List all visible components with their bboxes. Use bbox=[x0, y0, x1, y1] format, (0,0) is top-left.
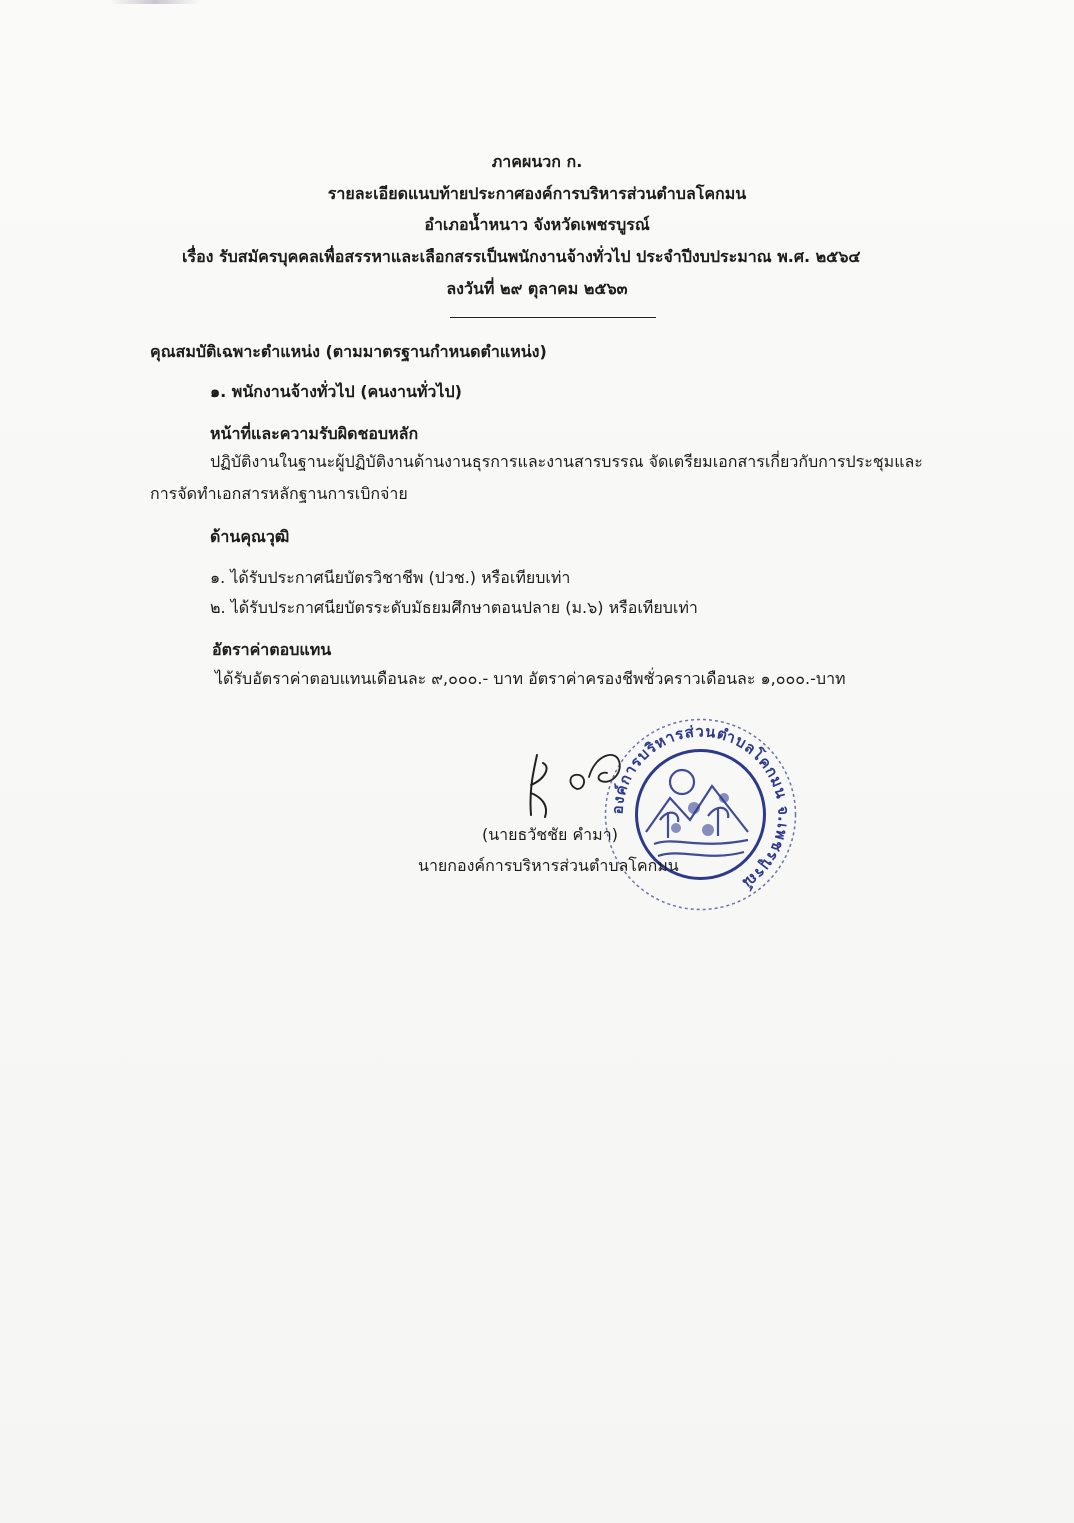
pay-heading: อัตราค่าตอบแทน bbox=[212, 640, 332, 659]
signatory-title: นายกองค์การบริหารส่วนตำบลโคกมน bbox=[418, 856, 679, 875]
scan-smudge bbox=[110, 0, 200, 4]
annex-label: ภาคผนวก ก. bbox=[491, 152, 583, 171]
header-divider bbox=[450, 317, 656, 318]
pay-text: ได้รับอัตราค่าตอบแทนเดือนละ ๙,๐๐๐.- บาท อัตราค่าครองชีพชั่วคราวเดือนละ ๑,๐๐๐.-บาท bbox=[215, 669, 846, 688]
seal-ring-text: องค์การบริหารส่วนตำบลโคกมน จ.เพชรบูรณ์ bbox=[608, 722, 793, 893]
qualifications-heading: คุณสมบัติเฉพาะตำแหน่ง (ตามมาตรฐานกำหนดตำแหน่ง) bbox=[150, 342, 547, 361]
education-heading: ด้านคุณวุฒิ bbox=[210, 527, 290, 546]
document-title: รายละเอียดแนบท้ายประกาศองค์การบริหารส่วนตำบลโคกมน bbox=[327, 184, 747, 203]
position-title: ๑. พนักงานจ้างทั่วไป (คนงานทั่วไป) bbox=[210, 382, 462, 401]
official-seal bbox=[598, 712, 803, 917]
duties-heading: หน้าที่และความรับผิดชอบหลัก bbox=[210, 424, 419, 443]
signatory-name: (นายธวัชชัย คำมา) bbox=[482, 825, 618, 844]
date-line: ลงวันที่ ๒๙ ตุลาคม ๒๕๖๓ bbox=[446, 279, 628, 298]
subject-line: เรื่อง รับสมัครบุคคลเพื่อสรรหาและเลือกสรรเป็นพนักงานจ้างทั่วไป ประจำปีงบประมาณ พ.ศ. ๒๕๖๔ bbox=[182, 247, 861, 266]
duties-text-line2: การจัดทำเอกสารหลักฐานการเบิกจ่าย bbox=[150, 484, 408, 503]
education-item-1: ๑. ได้รับประกาศนียบัตรวิชาชีพ (ปวช.) หรือเทียบเท่า bbox=[210, 568, 571, 587]
education-item-2: ๒. ได้รับประกาศนียบัตรระดับมัธยมศึกษาตอนปลาย (ม.๖) หรือเทียบเท่า bbox=[210, 598, 698, 617]
duties-text-line1: ปฏิบัติงานในฐานะผู้ปฏิบัติงานด้านงานธุรการและงานสารบรรณ จัดเตรียมเอกสารเกี่ยวกับการประชุมและ bbox=[210, 452, 923, 471]
district-line: อำเภอน้ำหนาว จังหวัดเพชรบูรณ์ bbox=[424, 215, 650, 234]
